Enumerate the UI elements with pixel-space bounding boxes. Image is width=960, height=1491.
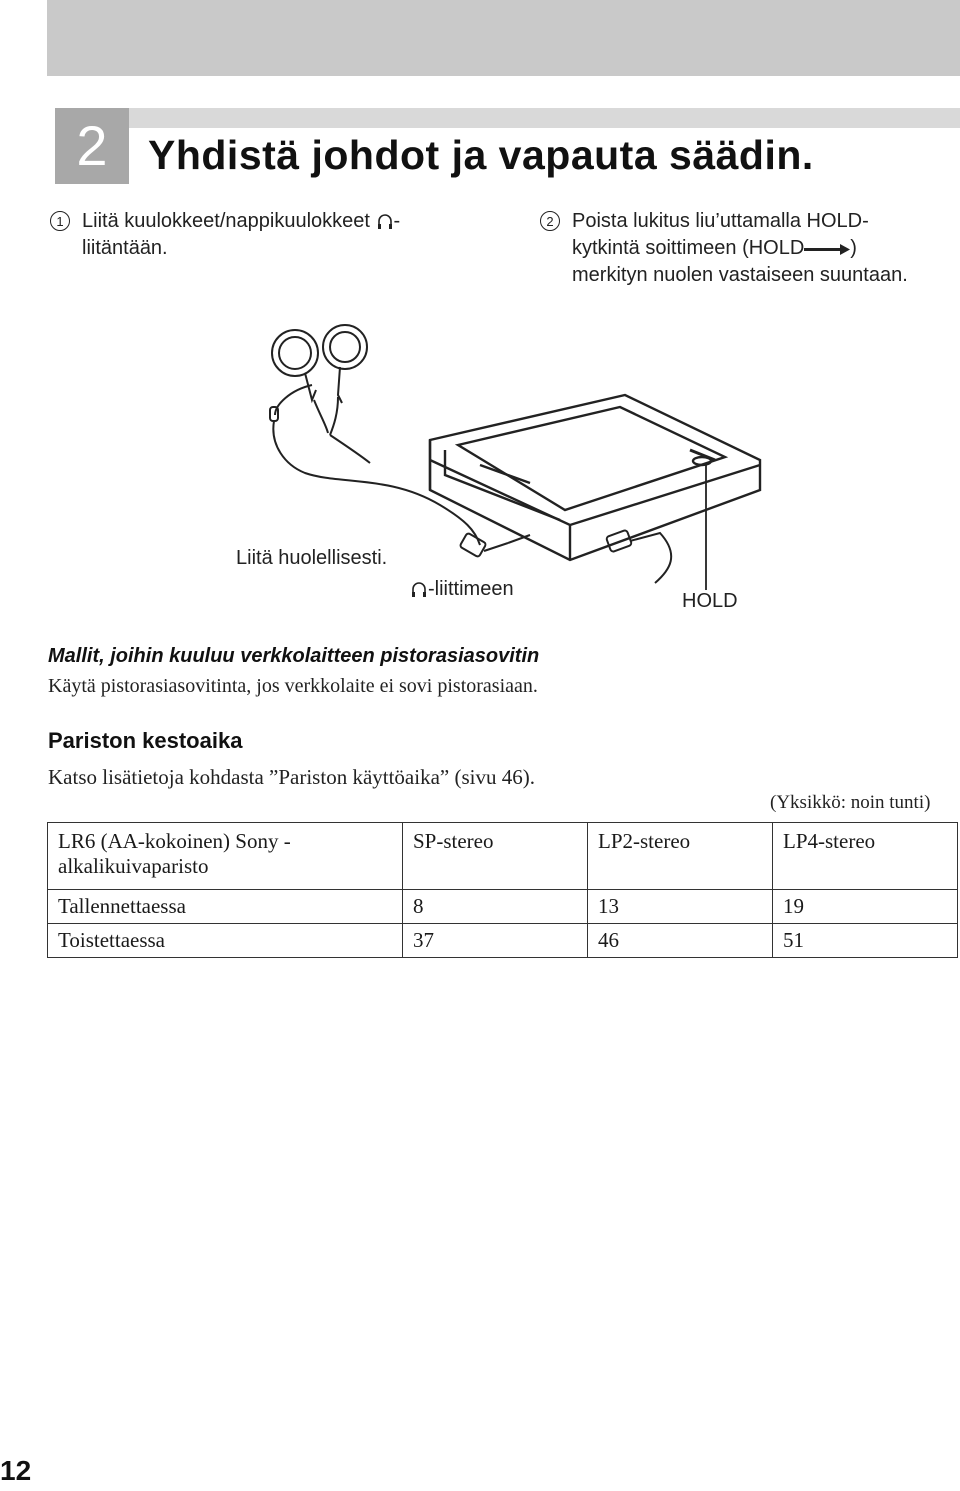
table-row [48, 890, 958, 924]
table-header-lp4: LP4-stereo [773, 823, 958, 890]
adapter-heading: Mallit, joihin kuuluu verkkolaitteen pistorasiasovitin [48, 645, 540, 667]
page-number: 12 [0, 1455, 32, 1486]
instruction-1-text [50, 208, 450, 262]
instruction-1 [50, 208, 450, 262]
table-header-lp2: LP2-stereo [588, 823, 773, 890]
headphone-icon [377, 213, 393, 231]
player-headphones-illustration [230, 315, 770, 615]
headphone-icon [411, 581, 427, 599]
section-header-band [55, 108, 960, 128]
arrow-right-icon [804, 242, 850, 256]
table-cell: 51 [773, 924, 958, 958]
table-cell: 8 [403, 890, 588, 924]
battery-life-table [47, 822, 958, 958]
step-number-box: 2 [55, 108, 129, 184]
instruction-1-text-b: -liitäntään. [82, 210, 401, 259]
instruction-2-line-2a: kytkintä soittimeen (HOLD [572, 237, 805, 259]
battery-body-text: Katso lisätietoja kohdasta ”Pariston käyttöaika” (sivu 46). [48, 765, 535, 789]
plug-drawing [459, 533, 530, 558]
table-cell: Tallennettaessa [48, 890, 403, 924]
step-circle-1: 1 [50, 211, 70, 231]
instruction-2-line-1: Poista lukitus liu’uttamalla HOLD- [572, 210, 869, 232]
table-cell: 13 [588, 890, 773, 924]
callout-headphone-jack [410, 578, 514, 601]
instruction-1-text-a: Liitä kuulokkeet/nappikuulokkeet [82, 210, 376, 232]
table-header-sp: SP-stereo [403, 823, 588, 890]
callout-hold-switch: HOLD [682, 590, 738, 612]
callout-connect-carefully: Liitä huolellisesti. [236, 547, 388, 569]
table-row [48, 924, 958, 958]
right-plug-drawing [606, 530, 671, 583]
table-cell: Toistettaessa [48, 924, 403, 958]
instruction-2-text [540, 208, 950, 289]
adapter-body-text: Käytä pistorasiasovitinta, jos verkkolaite ei sovi pistorasiaan. [48, 675, 538, 697]
instruction-2 [540, 208, 950, 289]
table-header-row [48, 823, 958, 890]
unit-note: (Yksikkö: noin tunti) [770, 792, 931, 813]
step-circle-2: 2 [540, 211, 560, 231]
battery-life-heading: Pariston kestoaika [48, 728, 243, 753]
callout-jack-text: -liittimeen [428, 578, 514, 600]
md-player-drawing [430, 395, 760, 560]
instruction-2-line-2b: ) [850, 237, 857, 259]
table-header-battery: LR6 (AA-kokoinen) Sony -alkalikuivaparisto [48, 823, 403, 890]
table-cell: 46 [588, 924, 773, 958]
table-cell: 37 [403, 924, 588, 958]
top-gray-band [47, 0, 960, 76]
table-cell: 19 [773, 890, 958, 924]
step-heading: Yhdistä johdot ja vapauta säädin. [148, 132, 814, 178]
instruction-2-line-3: merkityn nuolen vastaiseen suuntaan. [572, 264, 908, 286]
